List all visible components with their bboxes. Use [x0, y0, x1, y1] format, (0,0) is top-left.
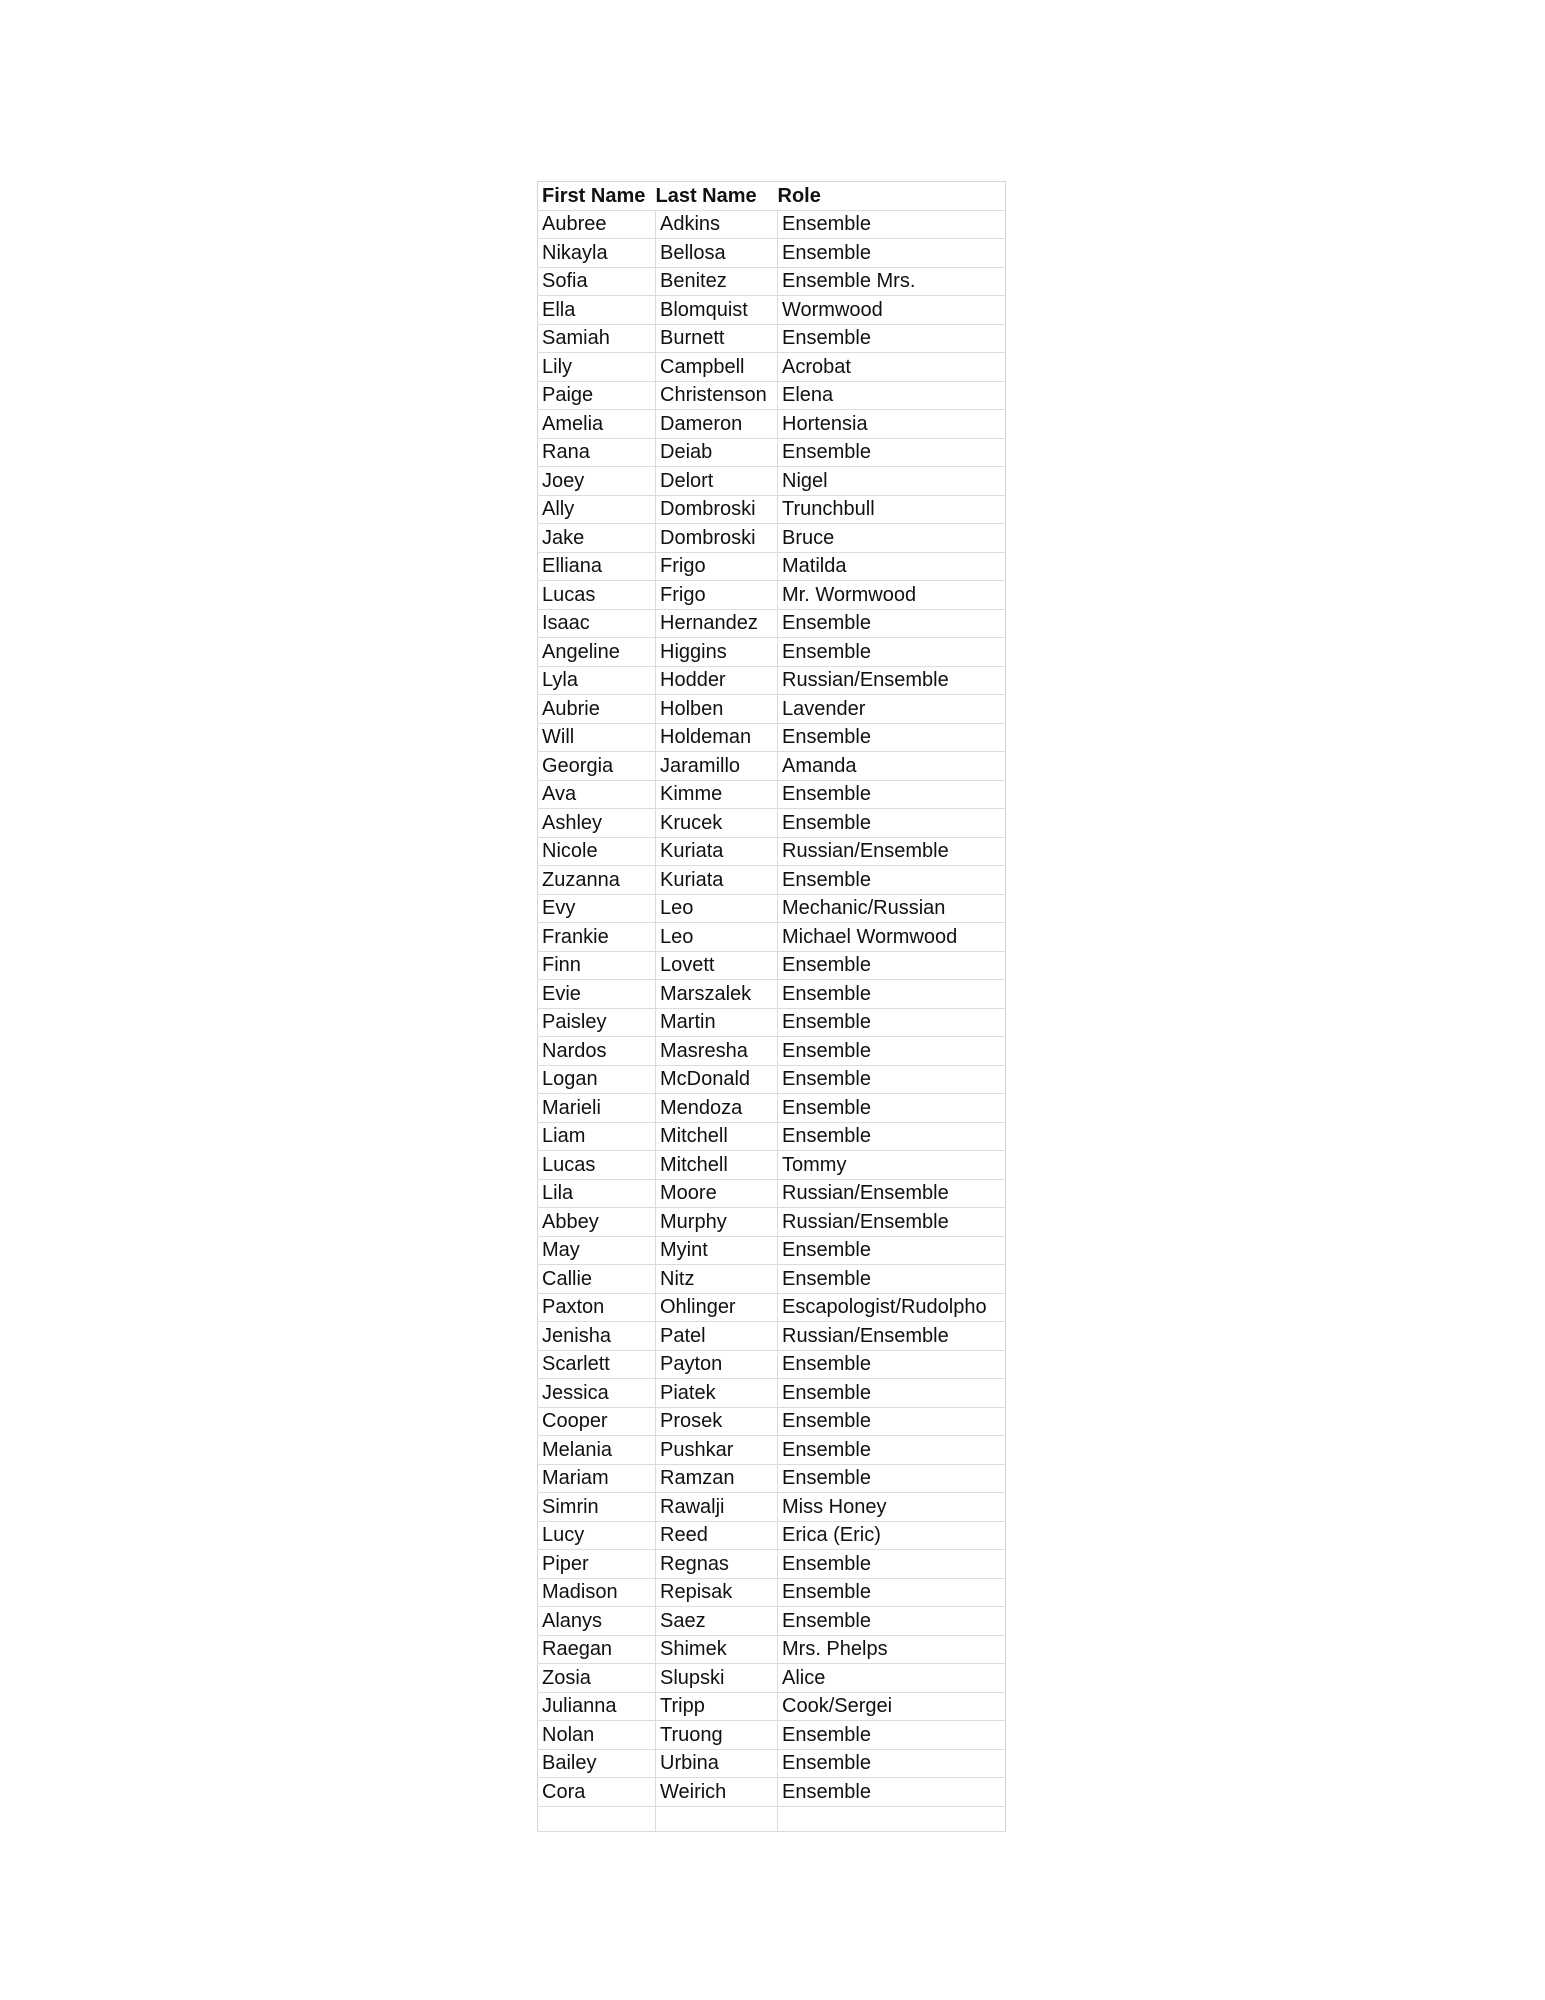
first-name-cell: May [538, 1236, 656, 1265]
table-row [538, 638, 1006, 667]
first-name-cell: Evie [538, 980, 656, 1009]
last-name-cell: Mitchell [656, 1122, 778, 1151]
first-name-cell: Finn [538, 951, 656, 980]
role-cell: Ensemble [778, 866, 1006, 895]
table-row [538, 1151, 1006, 1180]
role-cell: Ensemble [778, 1037, 1006, 1066]
first-name-cell: Sofia [538, 267, 656, 296]
first-name-cell: Lucas [538, 1151, 656, 1180]
last-name-cell: Payton [656, 1350, 778, 1379]
role-cell: Russian/Ensemble [778, 666, 1006, 695]
table-row [538, 1122, 1006, 1151]
last-name-cell: Marszalek [656, 980, 778, 1009]
table-row [538, 1550, 1006, 1579]
table-row [538, 866, 1006, 895]
first-name-cell: Callie [538, 1265, 656, 1294]
last-name-cell: Mendoza [656, 1094, 778, 1123]
last-name-cell: Rawalji [656, 1493, 778, 1522]
table-row [538, 951, 1006, 980]
last-name-cell: Burnett [656, 324, 778, 353]
role-cell: Lavender [778, 695, 1006, 724]
table-row [538, 1578, 1006, 1607]
role-cell: Russian/Ensemble [778, 1322, 1006, 1351]
last-name-cell: Dombroski [656, 524, 778, 553]
role-cell: Ensemble [778, 210, 1006, 239]
role-cell: Ensemble [778, 438, 1006, 467]
empty-cell [778, 1806, 1006, 1831]
last-name-cell: Masresha [656, 1037, 778, 1066]
first-name-cell: Logan [538, 1065, 656, 1094]
last-name-cell: Urbina [656, 1749, 778, 1778]
last-name-cell: McDonald [656, 1065, 778, 1094]
role-cell: Ensemble [778, 1350, 1006, 1379]
first-name-cell: Marieli [538, 1094, 656, 1123]
last-name-cell: Higgins [656, 638, 778, 667]
table-row [538, 1778, 1006, 1807]
role-cell: Mr. Wormwood [778, 581, 1006, 610]
first-name-cell: Nikayla [538, 239, 656, 268]
header-first-name: First Name [538, 182, 656, 211]
table-row [538, 467, 1006, 496]
first-name-cell: Ally [538, 495, 656, 524]
table-row [538, 1521, 1006, 1550]
role-cell: Ensemble [778, 239, 1006, 268]
table-row [538, 780, 1006, 809]
table-row [538, 666, 1006, 695]
table-row [538, 1322, 1006, 1351]
first-name-cell: Joey [538, 467, 656, 496]
last-name-cell: Murphy [656, 1208, 778, 1237]
first-name-cell: Elliana [538, 552, 656, 581]
first-name-cell: Evy [538, 894, 656, 923]
last-name-cell: Ramzan [656, 1464, 778, 1493]
role-cell: Mrs. Phelps [778, 1635, 1006, 1664]
header-last-name: Last Name [656, 182, 778, 211]
role-cell: Russian/Ensemble [778, 837, 1006, 866]
first-name-cell: Lila [538, 1179, 656, 1208]
table-row [538, 923, 1006, 952]
last-name-cell: Christenson [656, 381, 778, 410]
empty-cell [538, 1806, 656, 1831]
role-cell: Ensemble [778, 609, 1006, 638]
first-name-cell: Angeline [538, 638, 656, 667]
first-name-cell: Lucy [538, 1521, 656, 1550]
first-name-cell: Mariam [538, 1464, 656, 1493]
last-name-cell: Frigo [656, 581, 778, 610]
first-name-cell: Liam [538, 1122, 656, 1151]
first-name-cell: Jessica [538, 1379, 656, 1408]
first-name-cell: Amelia [538, 410, 656, 439]
last-name-cell: Weirich [656, 1778, 778, 1807]
first-name-cell: Nolan [538, 1721, 656, 1750]
first-name-cell: Alanys [538, 1607, 656, 1636]
last-name-cell: Mitchell [656, 1151, 778, 1180]
first-name-cell: Nicole [538, 837, 656, 866]
table-row [538, 1692, 1006, 1721]
first-name-cell: Julianna [538, 1692, 656, 1721]
first-name-cell: Abbey [538, 1208, 656, 1237]
table-row [538, 1293, 1006, 1322]
role-cell: Nigel [778, 467, 1006, 496]
table-row [538, 324, 1006, 353]
first-name-cell: Ella [538, 296, 656, 325]
role-cell: Ensemble [778, 723, 1006, 752]
last-name-cell: Myint [656, 1236, 778, 1265]
role-cell: Wormwood [778, 296, 1006, 325]
header-row [538, 182, 1006, 211]
last-name-cell: Tripp [656, 1692, 778, 1721]
first-name-cell: Bailey [538, 1749, 656, 1778]
table-row [538, 438, 1006, 467]
table-row [538, 524, 1006, 553]
role-cell: Ensemble [778, 1436, 1006, 1465]
table-row [538, 1008, 1006, 1037]
last-name-cell: Jaramillo [656, 752, 778, 781]
first-name-cell: Ashley [538, 809, 656, 838]
table-row [538, 980, 1006, 1009]
first-name-cell: Melania [538, 1436, 656, 1465]
last-name-cell: Adkins [656, 210, 778, 239]
table-row [538, 1236, 1006, 1265]
role-cell: Ensemble [778, 951, 1006, 980]
first-name-cell: Cooper [538, 1407, 656, 1436]
role-cell: Cook/Sergei [778, 1692, 1006, 1721]
last-name-cell: Regnas [656, 1550, 778, 1579]
first-name-cell: Will [538, 723, 656, 752]
cast-rows [538, 210, 1006, 1831]
table-row [538, 1179, 1006, 1208]
last-name-cell: Campbell [656, 353, 778, 382]
table-row [538, 837, 1006, 866]
last-name-cell: Hodder [656, 666, 778, 695]
role-cell: Ensemble [778, 1094, 1006, 1123]
last-name-cell: Kimme [656, 780, 778, 809]
role-cell: Tommy [778, 1151, 1006, 1180]
table-row [538, 410, 1006, 439]
role-cell: Ensemble Mrs. [778, 267, 1006, 296]
table-row [538, 723, 1006, 752]
table-row [538, 267, 1006, 296]
role-cell: Russian/Ensemble [778, 1208, 1006, 1237]
table-row [538, 210, 1006, 239]
last-name-cell: Prosek [656, 1407, 778, 1436]
last-name-cell: Kuriata [656, 837, 778, 866]
role-cell: Escapologist/Rudolpho [778, 1293, 1006, 1322]
first-name-cell: Madison [538, 1578, 656, 1607]
role-cell: Ensemble [778, 1721, 1006, 1750]
first-name-cell: Lucas [538, 581, 656, 610]
first-name-cell: Paisley [538, 1008, 656, 1037]
first-name-cell: Scarlett [538, 1350, 656, 1379]
first-name-cell: Zuzanna [538, 866, 656, 895]
role-cell: Ensemble [778, 1778, 1006, 1807]
last-name-cell: Leo [656, 894, 778, 923]
first-name-cell: Lily [538, 353, 656, 382]
last-name-cell: Patel [656, 1322, 778, 1351]
role-cell: Ensemble [778, 1379, 1006, 1408]
last-name-cell: Dombroski [656, 495, 778, 524]
header-role: Role [778, 182, 1006, 211]
last-name-cell: Krucek [656, 809, 778, 838]
table-row [538, 1436, 1006, 1465]
first-name-cell: Nardos [538, 1037, 656, 1066]
role-cell: Acrobat [778, 353, 1006, 382]
table-row [538, 495, 1006, 524]
table-row [538, 752, 1006, 781]
last-name-cell: Slupski [656, 1664, 778, 1693]
last-name-cell: Reed [656, 1521, 778, 1550]
last-name-cell: Ohlinger [656, 1293, 778, 1322]
table-row [538, 296, 1006, 325]
role-cell: Ensemble [778, 324, 1006, 353]
first-name-cell: Zosia [538, 1664, 656, 1693]
role-cell: Erica (Eric) [778, 1521, 1006, 1550]
role-cell: Trunchbull [778, 495, 1006, 524]
table-row [538, 1208, 1006, 1237]
role-cell: Ensemble [778, 1122, 1006, 1151]
role-cell: Ensemble [778, 1008, 1006, 1037]
role-cell: Russian/Ensemble [778, 1179, 1006, 1208]
role-cell: Hortensia [778, 410, 1006, 439]
role-cell: Alice [778, 1664, 1006, 1693]
role-cell: Ensemble [778, 780, 1006, 809]
role-cell: Michael Wormwood [778, 923, 1006, 952]
last-name-cell: Benitez [656, 267, 778, 296]
table-row [538, 1065, 1006, 1094]
table-row [538, 1721, 1006, 1750]
table-row [538, 809, 1006, 838]
first-name-cell: Simrin [538, 1493, 656, 1522]
table-row [538, 1379, 1006, 1408]
last-name-cell: Repisak [656, 1578, 778, 1607]
last-name-cell: Leo [656, 923, 778, 952]
first-name-cell: Georgia [538, 752, 656, 781]
last-name-cell: Frigo [656, 552, 778, 581]
table-row [538, 1094, 1006, 1123]
table-row [538, 1350, 1006, 1379]
role-cell: Amanda [778, 752, 1006, 781]
empty-row [538, 1806, 1006, 1831]
last-name-cell: Bellosa [656, 239, 778, 268]
last-name-cell: Piatek [656, 1379, 778, 1408]
last-name-cell: Saez [656, 1607, 778, 1636]
table-row [538, 1749, 1006, 1778]
table-row [538, 381, 1006, 410]
first-name-cell: Jenisha [538, 1322, 656, 1351]
last-name-cell: Holdeman [656, 723, 778, 752]
last-name-cell: Blomquist [656, 296, 778, 325]
table-row [538, 1493, 1006, 1522]
first-name-cell: Rana [538, 438, 656, 467]
table-row [538, 1464, 1006, 1493]
table-row [538, 1607, 1006, 1636]
role-cell: Ensemble [778, 980, 1006, 1009]
first-name-cell: Frankie [538, 923, 656, 952]
role-cell: Bruce [778, 524, 1006, 553]
table-row [538, 1635, 1006, 1664]
table-row [538, 1037, 1006, 1066]
last-name-cell: Kuriata [656, 866, 778, 895]
table-row [538, 609, 1006, 638]
role-cell: Ensemble [778, 1578, 1006, 1607]
role-cell: Ensemble [778, 1407, 1006, 1436]
role-cell: Ensemble [778, 638, 1006, 667]
table-row [538, 894, 1006, 923]
first-name-cell: Cora [538, 1778, 656, 1807]
first-name-cell: Ava [538, 780, 656, 809]
role-cell: Matilda [778, 552, 1006, 581]
last-name-cell: Delort [656, 467, 778, 496]
last-name-cell: Holben [656, 695, 778, 724]
role-cell: Ensemble [778, 1464, 1006, 1493]
empty-cell [656, 1806, 778, 1831]
last-name-cell: Deiab [656, 438, 778, 467]
last-name-cell: Hernandez [656, 609, 778, 638]
cast-list-table [537, 181, 1006, 1832]
last-name-cell: Dameron [656, 410, 778, 439]
role-cell: Mechanic/Russian [778, 894, 1006, 923]
first-name-cell: Aubree [538, 210, 656, 239]
last-name-cell: Pushkar [656, 1436, 778, 1465]
first-name-cell: Lyla [538, 666, 656, 695]
first-name-cell: Jake [538, 524, 656, 553]
first-name-cell: Paxton [538, 1293, 656, 1322]
role-cell: Ensemble [778, 1236, 1006, 1265]
first-name-cell: Raegan [538, 1635, 656, 1664]
role-cell: Miss Honey [778, 1493, 1006, 1522]
role-cell: Ensemble [778, 1065, 1006, 1094]
role-cell: Ensemble [778, 1749, 1006, 1778]
last-name-cell: Lovett [656, 951, 778, 980]
table-row [538, 695, 1006, 724]
role-cell: Ensemble [778, 1607, 1006, 1636]
table-row [538, 1664, 1006, 1693]
first-name-cell: Aubrie [538, 695, 656, 724]
table-row [538, 239, 1006, 268]
first-name-cell: Piper [538, 1550, 656, 1579]
last-name-cell: Moore [656, 1179, 778, 1208]
role-cell: Ensemble [778, 1550, 1006, 1579]
table-row [538, 581, 1006, 610]
table-row [538, 1265, 1006, 1294]
table-row [538, 1407, 1006, 1436]
role-cell: Ensemble [778, 809, 1006, 838]
table-row [538, 552, 1006, 581]
first-name-cell: Isaac [538, 609, 656, 638]
last-name-cell: Nitz [656, 1265, 778, 1294]
last-name-cell: Martin [656, 1008, 778, 1037]
role-cell: Ensemble [778, 1265, 1006, 1294]
table-row [538, 353, 1006, 382]
first-name-cell: Paige [538, 381, 656, 410]
last-name-cell: Shimek [656, 1635, 778, 1664]
role-cell: Elena [778, 381, 1006, 410]
first-name-cell: Samiah [538, 324, 656, 353]
last-name-cell: Truong [656, 1721, 778, 1750]
